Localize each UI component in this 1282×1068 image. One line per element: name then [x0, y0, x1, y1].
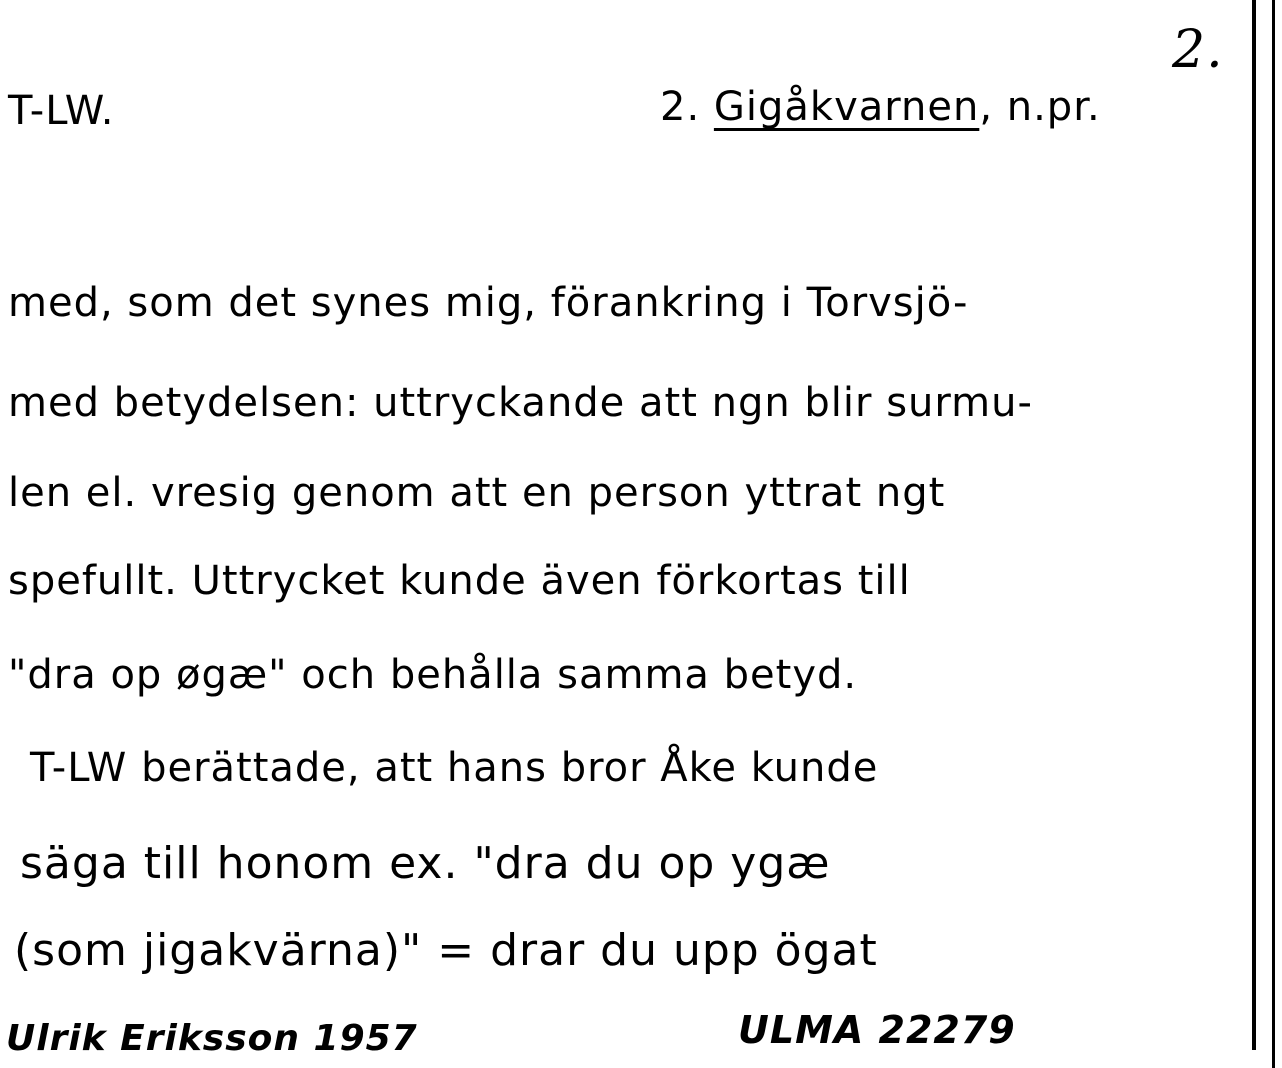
collector-name: Ulrik Eriksson 1957: [6, 1018, 418, 1059]
body-line: T-LW berättade, att hans bror Åke kunde: [30, 745, 879, 791]
informant-code: T-LW.: [8, 88, 115, 134]
archive-number: ULMA 22279: [738, 1008, 1016, 1052]
body-line: len el. vresig genom att en person yttrat ngt: [8, 470, 946, 516]
body-line: (som jigakvärna)" = drar du upp ögat: [14, 925, 878, 976]
entry-number: 2.: [660, 84, 701, 130]
scan-border-line: [1272, 0, 1275, 1068]
card-edge-line: [1252, 0, 1256, 1050]
headword: Gigåkvarnen: [713, 84, 980, 130]
body-line: med, som det synes mig, förankring i Torvsjö-: [8, 280, 969, 326]
body-line: säga till honom ex. "dra du op ygæ: [20, 838, 831, 889]
headword-line: [660, 84, 1101, 130]
card-number: 2.: [1172, 20, 1224, 80]
body-line: spefullt. Uttrycket kunde även förkortas till: [8, 558, 911, 604]
body-line: "dra op øgæ" och behålla samma betyd.: [8, 652, 858, 698]
body-line: med betydelsen: uttryckande att ngn blir surmu-: [8, 380, 1033, 426]
headword-suffix: , n.pr.: [979, 84, 1101, 130]
